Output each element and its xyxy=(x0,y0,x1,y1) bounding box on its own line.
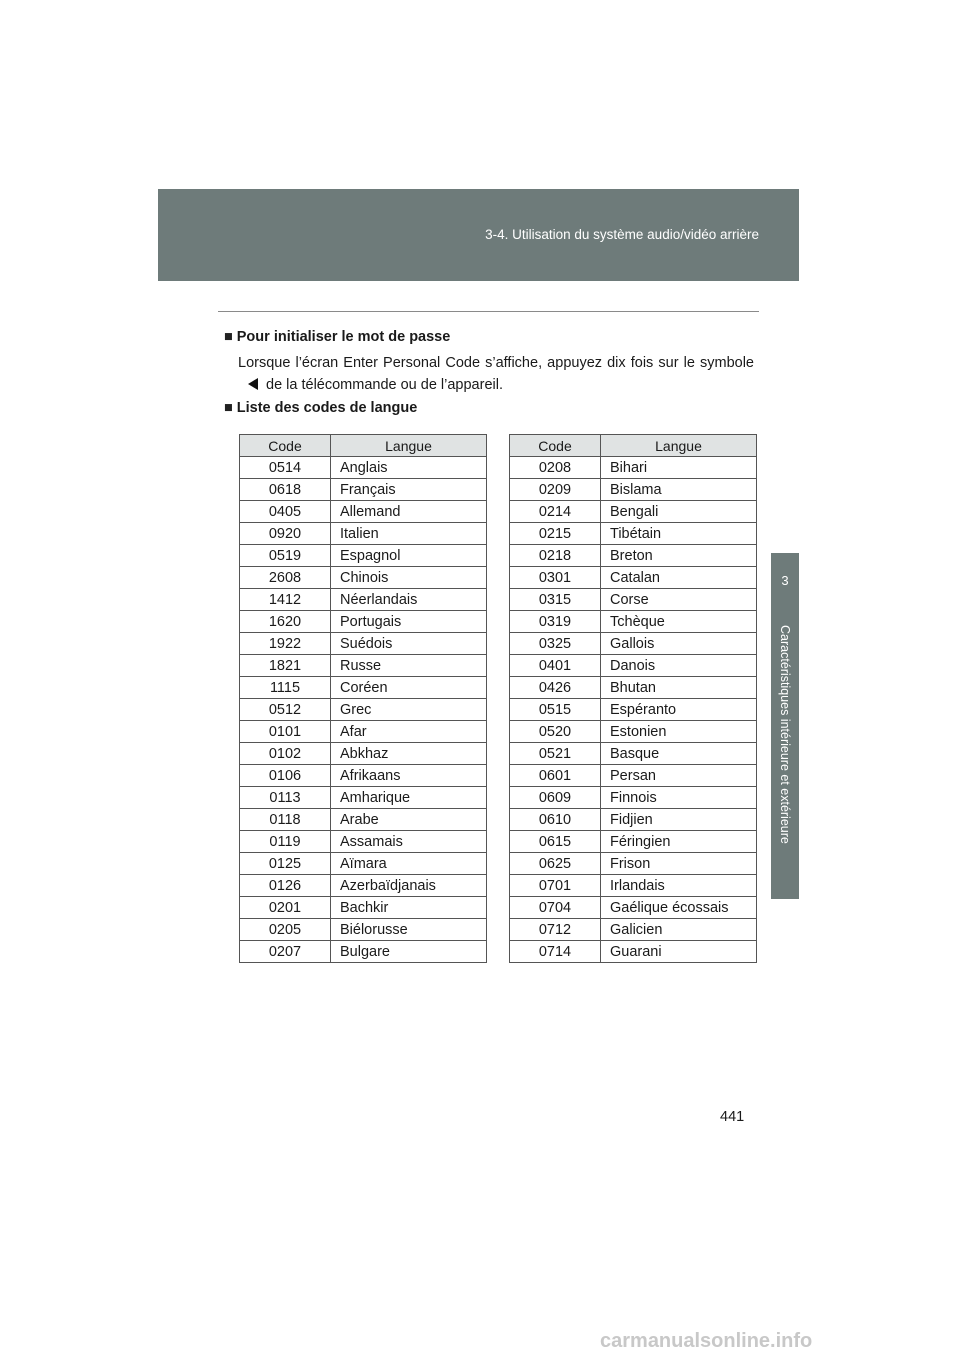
bullet-square-icon: ■ xyxy=(224,400,233,416)
table-row xyxy=(510,941,757,963)
language-code-cell: 0426 xyxy=(510,677,601,699)
language-code-cell: 0205 xyxy=(240,919,331,941)
language-name-cell: Basque xyxy=(601,743,757,765)
table-row xyxy=(510,897,757,919)
language-name-cell: Breton xyxy=(601,545,757,567)
table-row xyxy=(510,699,757,721)
instruction-text-2: de la télécommande ou de l’appareil. xyxy=(266,377,503,393)
language-name-cell: Allemand xyxy=(331,501,487,523)
language-name-cell: Finnois xyxy=(601,787,757,809)
language-name-cell: Corse xyxy=(601,589,757,611)
language-name-cell: Espagnol xyxy=(331,545,487,567)
table-row xyxy=(240,611,487,633)
table-row xyxy=(240,457,487,479)
table-row xyxy=(240,787,487,809)
divider xyxy=(218,311,759,312)
language-name-cell: Bihari xyxy=(601,457,757,479)
table-row xyxy=(510,545,757,567)
table-row xyxy=(510,809,757,831)
table-row xyxy=(240,853,487,875)
language-code-cell: 0207 xyxy=(240,941,331,963)
table-row xyxy=(510,523,757,545)
language-name-cell: Français xyxy=(331,479,487,501)
table-row xyxy=(510,633,757,655)
table-row xyxy=(240,765,487,787)
language-name-cell: Persan xyxy=(601,765,757,787)
language-code-cell: 0704 xyxy=(510,897,601,919)
language-code-cell: 0601 xyxy=(510,765,601,787)
bullet-square-icon: ■ xyxy=(224,329,233,345)
table-row xyxy=(510,831,757,853)
language-code-cell: 0119 xyxy=(240,831,331,853)
table-row xyxy=(240,677,487,699)
table-row xyxy=(240,545,487,567)
table-row xyxy=(240,479,487,501)
table-row xyxy=(510,501,757,523)
table-row xyxy=(510,853,757,875)
table-row xyxy=(240,875,487,897)
language-code-cell: 0218 xyxy=(510,545,601,567)
language-code-cell: 0208 xyxy=(510,457,601,479)
table-row xyxy=(510,677,757,699)
language-code-cell: 0101 xyxy=(240,721,331,743)
table-row xyxy=(510,589,757,611)
header-band xyxy=(158,189,799,281)
language-name-cell: Assamais xyxy=(331,831,487,853)
heading-reset-password xyxy=(224,329,450,345)
language-code-cell: 0325 xyxy=(510,633,601,655)
language-name-cell: Italien xyxy=(331,523,487,545)
language-name-cell: Catalan xyxy=(601,567,757,589)
language-name-cell: Coréen xyxy=(331,677,487,699)
language-code-cell: 0512 xyxy=(240,699,331,721)
language-name-cell: Estonien xyxy=(601,721,757,743)
language-code-cell: 2608 xyxy=(240,567,331,589)
language-code-cell: 0701 xyxy=(510,875,601,897)
table-row xyxy=(510,655,757,677)
language-name-cell: Fidjien xyxy=(601,809,757,831)
column-header-code: Code xyxy=(240,435,331,457)
language-code-cell: 0610 xyxy=(510,809,601,831)
instruction-text-1: Lorsque l’écran Enter Personal Code s’affiche, appuyez dix fois sur le symbole xyxy=(238,355,754,371)
language-name-cell: Arabe xyxy=(331,809,487,831)
language-code-cell: 0615 xyxy=(510,831,601,853)
language-code-cell: 1412 xyxy=(240,589,331,611)
language-code-cell: 0126 xyxy=(240,875,331,897)
language-code-cell: 0201 xyxy=(240,897,331,919)
language-code-cell: 0319 xyxy=(510,611,601,633)
heading-language-codes xyxy=(224,400,417,416)
language-code-cell: 0209 xyxy=(510,479,601,501)
table-row xyxy=(510,457,757,479)
language-code-cell: 0609 xyxy=(510,787,601,809)
column-header-language: Langue xyxy=(331,435,487,457)
language-code-cell: 0102 xyxy=(240,743,331,765)
language-name-cell: Bachkir xyxy=(331,897,487,919)
language-code-cell: 0520 xyxy=(510,721,601,743)
chapter-tab-number: 3 xyxy=(771,553,799,609)
language-name-cell: Bengali xyxy=(601,501,757,523)
language-code-cell: 0125 xyxy=(240,853,331,875)
table-row xyxy=(510,919,757,941)
language-name-cell: Afrikaans xyxy=(331,765,487,787)
language-code-cell: 0625 xyxy=(510,853,601,875)
table-row xyxy=(240,831,487,853)
table-row xyxy=(240,941,487,963)
table-row xyxy=(240,523,487,545)
table-row xyxy=(510,721,757,743)
table-row xyxy=(510,479,757,501)
language-name-cell: Portugais xyxy=(331,611,487,633)
language-code-cell: 0215 xyxy=(510,523,601,545)
table-row xyxy=(240,919,487,941)
table-row xyxy=(240,809,487,831)
column-header-code: Code xyxy=(510,435,601,457)
table-row xyxy=(240,589,487,611)
heading-text: Pour initialiser le mot de passe xyxy=(236,329,451,345)
language-name-cell: Galicien xyxy=(601,919,757,941)
language-name-cell: Espéranto xyxy=(601,699,757,721)
language-name-cell: Azerbaïdjanais xyxy=(331,875,487,897)
language-code-cell: 0106 xyxy=(240,765,331,787)
language-code-cell: 0521 xyxy=(510,743,601,765)
language-name-cell: Afar xyxy=(331,721,487,743)
language-name-cell: Aïmara xyxy=(331,853,487,875)
language-code-cell: 0714 xyxy=(510,941,601,963)
language-code-cell: 0618 xyxy=(240,479,331,501)
table-row xyxy=(240,721,487,743)
language-code-cell: 0920 xyxy=(240,523,331,545)
instruction-paragraph xyxy=(238,352,754,396)
language-name-cell: Bhutan xyxy=(601,677,757,699)
language-code-cell: 0519 xyxy=(240,545,331,567)
language-name-cell: Irlandais xyxy=(601,875,757,897)
language-code-cell: 1620 xyxy=(240,611,331,633)
chapter-tab xyxy=(771,609,799,899)
table-row xyxy=(240,501,487,523)
language-name-cell: Féringien xyxy=(601,831,757,853)
language-code-cell: 0712 xyxy=(510,919,601,941)
watermark: carmanualsonline.info xyxy=(600,1330,813,1352)
language-name-cell: Danois xyxy=(601,655,757,677)
chapter-tab-label: Caractéristiques intérieure et extérieure xyxy=(778,625,792,844)
language-name-cell: Abkhaz xyxy=(331,743,487,765)
table-row xyxy=(510,567,757,589)
language-code-cell: 0514 xyxy=(240,457,331,479)
section-title: 3-4. Utilisation du système audio/vidéo arrière xyxy=(485,227,759,242)
language-name-cell: Gaélique écossais xyxy=(601,897,757,919)
language-name-cell: Suédois xyxy=(331,633,487,655)
language-name-cell: Tchèque xyxy=(601,611,757,633)
table-row xyxy=(510,743,757,765)
page-number: 441 xyxy=(720,1109,745,1125)
language-code-cell: 0401 xyxy=(510,655,601,677)
table-row xyxy=(510,611,757,633)
table-row xyxy=(240,633,487,655)
language-name-cell: Néerlandais xyxy=(331,589,487,611)
language-code-cell: 0315 xyxy=(510,589,601,611)
triangle-left-icon xyxy=(248,378,258,390)
column-header-language: Langue xyxy=(601,435,757,457)
table-row xyxy=(510,787,757,809)
language-name-cell: Chinois xyxy=(331,567,487,589)
table-row xyxy=(240,743,487,765)
language-name-cell: Biélorusse xyxy=(331,919,487,941)
language-name-cell: Frison xyxy=(601,853,757,875)
language-code-cell: 0118 xyxy=(240,809,331,831)
language-code-cell: 1922 xyxy=(240,633,331,655)
language-code-cell: 0214 xyxy=(510,501,601,523)
language-code-cell: 0113 xyxy=(240,787,331,809)
language-code-cell: 0515 xyxy=(510,699,601,721)
language-name-cell: Grec xyxy=(331,699,487,721)
language-code-cell: 0405 xyxy=(240,501,331,523)
language-name-cell: Bulgare xyxy=(331,941,487,963)
heading-text: Liste des codes de langue xyxy=(236,400,418,416)
table-row xyxy=(240,897,487,919)
language-name-cell: Amharique xyxy=(331,787,487,809)
language-name-cell: Tibétain xyxy=(601,523,757,545)
table-row xyxy=(510,765,757,787)
language-name-cell: Russe xyxy=(331,655,487,677)
table-row xyxy=(240,655,487,677)
table-row xyxy=(240,699,487,721)
language-name-cell: Bislama xyxy=(601,479,757,501)
table-row xyxy=(510,875,757,897)
language-code-cell: 0301 xyxy=(510,567,601,589)
language-code-cell: 1821 xyxy=(240,655,331,677)
language-code-table-right xyxy=(509,434,757,963)
language-name-cell: Gallois xyxy=(601,633,757,655)
language-name-cell: Guarani xyxy=(601,941,757,963)
language-code-cell: 1115 xyxy=(240,677,331,699)
language-name-cell: Anglais xyxy=(331,457,487,479)
language-code-table-left xyxy=(239,434,487,963)
table-row xyxy=(240,567,487,589)
